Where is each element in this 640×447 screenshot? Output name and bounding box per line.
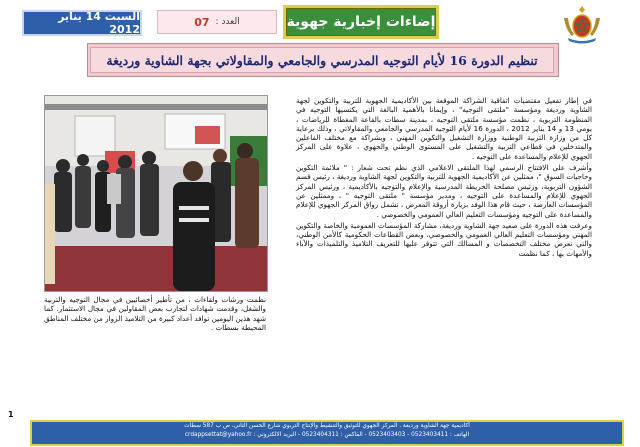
- footer-bar: [30, 420, 624, 446]
- photo-caption: نظمت ورشات ولقاءات ، من تأطير أخصائيين في مجال التوجيه والتربية والشغل، وقدمت شهادات لتجارب بعض المقاولين في مجال الاستثمار. كما شهد هذين اليومين توافد أعداد كبيرة من التلاميذ الزوار من مختلف المناطق المحيطة بسطات .: [44, 295, 266, 332]
- banner-title: إضاءات إخبارية جهوية: [286, 14, 436, 30]
- article-paragraph-1: في إطار تفعيل مقتضيات اتفاقية الشراكة الموقعة بين الأكاديمية الجهوية للتربية والتكوين لجهة الشاوية ورديغة ومؤسسة "ملتقى التوجيه" ، وإيمانا بالأهمية البالغة التي يكتسيها التوجيه في المنظومة التربوية ، نظمت مؤسسة ملتقى التوجيه ، بمدينة سطات بالقاعة المغطاة للرياضات ، يومي 13 و 14 يناير 2012 ، الدورة 16 لأيام التوجيه المدرسي والجامعي والمقاولاتي ، وذلك برعاية كل من وزارة التربية الوطنية ووزارة التشغيل والتكوين المهني ، وبشراكة مع مختلف الفاعلين والمتدخلين في قطاعي التربية والتشغيل على المستوى الوطني والجهوي ، علاوة على المركز الجهوي للإعلام والمساعدة على التوجيه .: [296, 96, 592, 161]
- page-number: 1: [8, 410, 14, 419]
- article-body: [296, 96, 592, 260]
- issue-label: العدد :: [215, 17, 240, 27]
- coat-of-arms-icon: [560, 4, 604, 44]
- event-photo: [44, 95, 268, 292]
- footer-address: أكاديمية جهة الشاوية ورديغة . المركز الجهوي للتوثيق والتنشيط والإنتاج التربوي شارع الحسن الثاني، ص ب 587 سطات: [184, 423, 470, 429]
- headline-text: تنظيم الدورة 16 لأيام التوجيه المدرسي والجامعي والمقاولاتي بجهة الشاوية ورديغة: [106, 52, 538, 68]
- headline: [90, 47, 554, 73]
- article-paragraph-2: وأشرف على الافتتاح الرسمي لهذا الملتقى الاعلامي الذي نظم تحت شعار : " ملائمة التكوين وحاجيات السوق "، ممثلين عن الأكاديمية الجهوية للتربية والتكوين لجهة الشاوية ورديغة ، رئيس قسم الشؤون التربوية، ورئيس مصلحة الخريطة المدرسية والإعلام والتوجيه بالأكاديمية ، ورئيس المركز الجهوي للإعلام والمساعدة على التوجيه ، ومدير مؤسسة " ملتقى التوجيه " ، وممثلين عن المؤسسات العارضة ، حيث قام هذا الوفد بزيارة أروقة المعرض ، تشمل رواق المركز الجهوي للإعلام والمساعدة على التوجيه ومؤسسات التعليم العالي العمومي والخصوصي .: [296, 163, 592, 219]
- footer-contact: الهاتف : 0523403411 - 0523403403 - الفاكس : 0523404311 - البريد الالكتروني : crdappsettat@yahoo.fr: [184, 432, 470, 438]
- issue-box: [157, 10, 277, 34]
- date-box: [22, 10, 142, 36]
- section-banner: [283, 5, 439, 39]
- article-paragraph-3: وعرفت هذه الدورة على صعيد جهة الشاوية ورديغة، مشاركة المؤسسات العمومية والخاصة والتكوين المهني ومؤسسات التعليم العالي العمومي والخصوصي، وبعض القطاعات الحكومية كالأمن الوطني، والتي تعرض مختلف التخصصات و المسالك التي تتوفر عليها للتعريف التلاميذ والتلميذات والآباء والأمهات بها ، كما نظمت: [296, 220, 592, 258]
- issue-number: 07: [194, 15, 210, 29]
- date-text: السبت 14 يناير 2012: [58, 10, 140, 36]
